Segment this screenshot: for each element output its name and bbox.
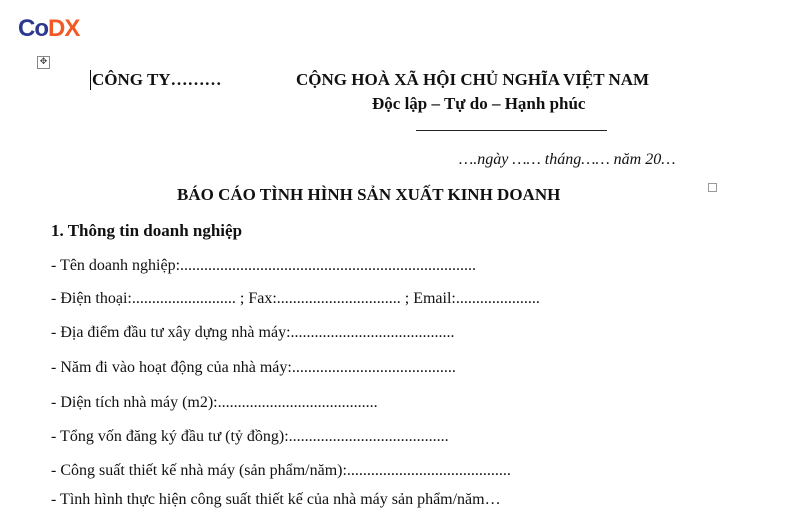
field-contact: - Điện thoại:.......................... ; Fax:............................... ; Email:..................... — [51, 290, 540, 307]
codx-logo: CoDX — [18, 15, 80, 42]
motto-underline — [416, 130, 607, 131]
section-heading: 1. Thông tin doanh nghiệp — [51, 221, 243, 240]
field-factory-area: - Diện tích nhà máy (m2):........................................ — [51, 394, 378, 411]
report-title: BÁO CÁO TÌNH HÌNH SẢN XUẤT KINH DOANH — [177, 185, 561, 204]
field-investment-capital: - Tổng vốn đăng ký đầu tư (tỷ đồng):........................................ — [51, 428, 449, 445]
field-capacity-status: - Tình hình thực hiện công suất thiết kế của nhà máy sản phẩm/năm… — [51, 491, 501, 508]
field-operation-year: - Năm đi vào hoạt động của nhà máy:......................................... — [51, 359, 456, 376]
field-design-capacity: - Công suất thiết kế nhà máy (sản phẩm/năm):......................................... — [51, 462, 511, 479]
national-title: CỘNG HOÀ XÃ HỘI CHỦ NGHĨA VIỆT NAM — [296, 70, 650, 89]
date-line: ….ngày …… tháng…… năm 20… — [459, 151, 676, 168]
national-motto: Độc lập – Tự do – Hạnh phúc — [372, 94, 586, 113]
field-factory-location: - Địa điểm đầu tư xây dựng nhà máy:......................................... — [51, 324, 455, 341]
field-company-name: - Tên doanh nghiệp:.......................................................................... — [51, 257, 477, 274]
company-name: CÔNG TY……… — [92, 70, 222, 89]
cell-end-mark-icon — [708, 183, 717, 192]
table-move-handle-icon[interactable]: ✥ — [37, 56, 50, 69]
